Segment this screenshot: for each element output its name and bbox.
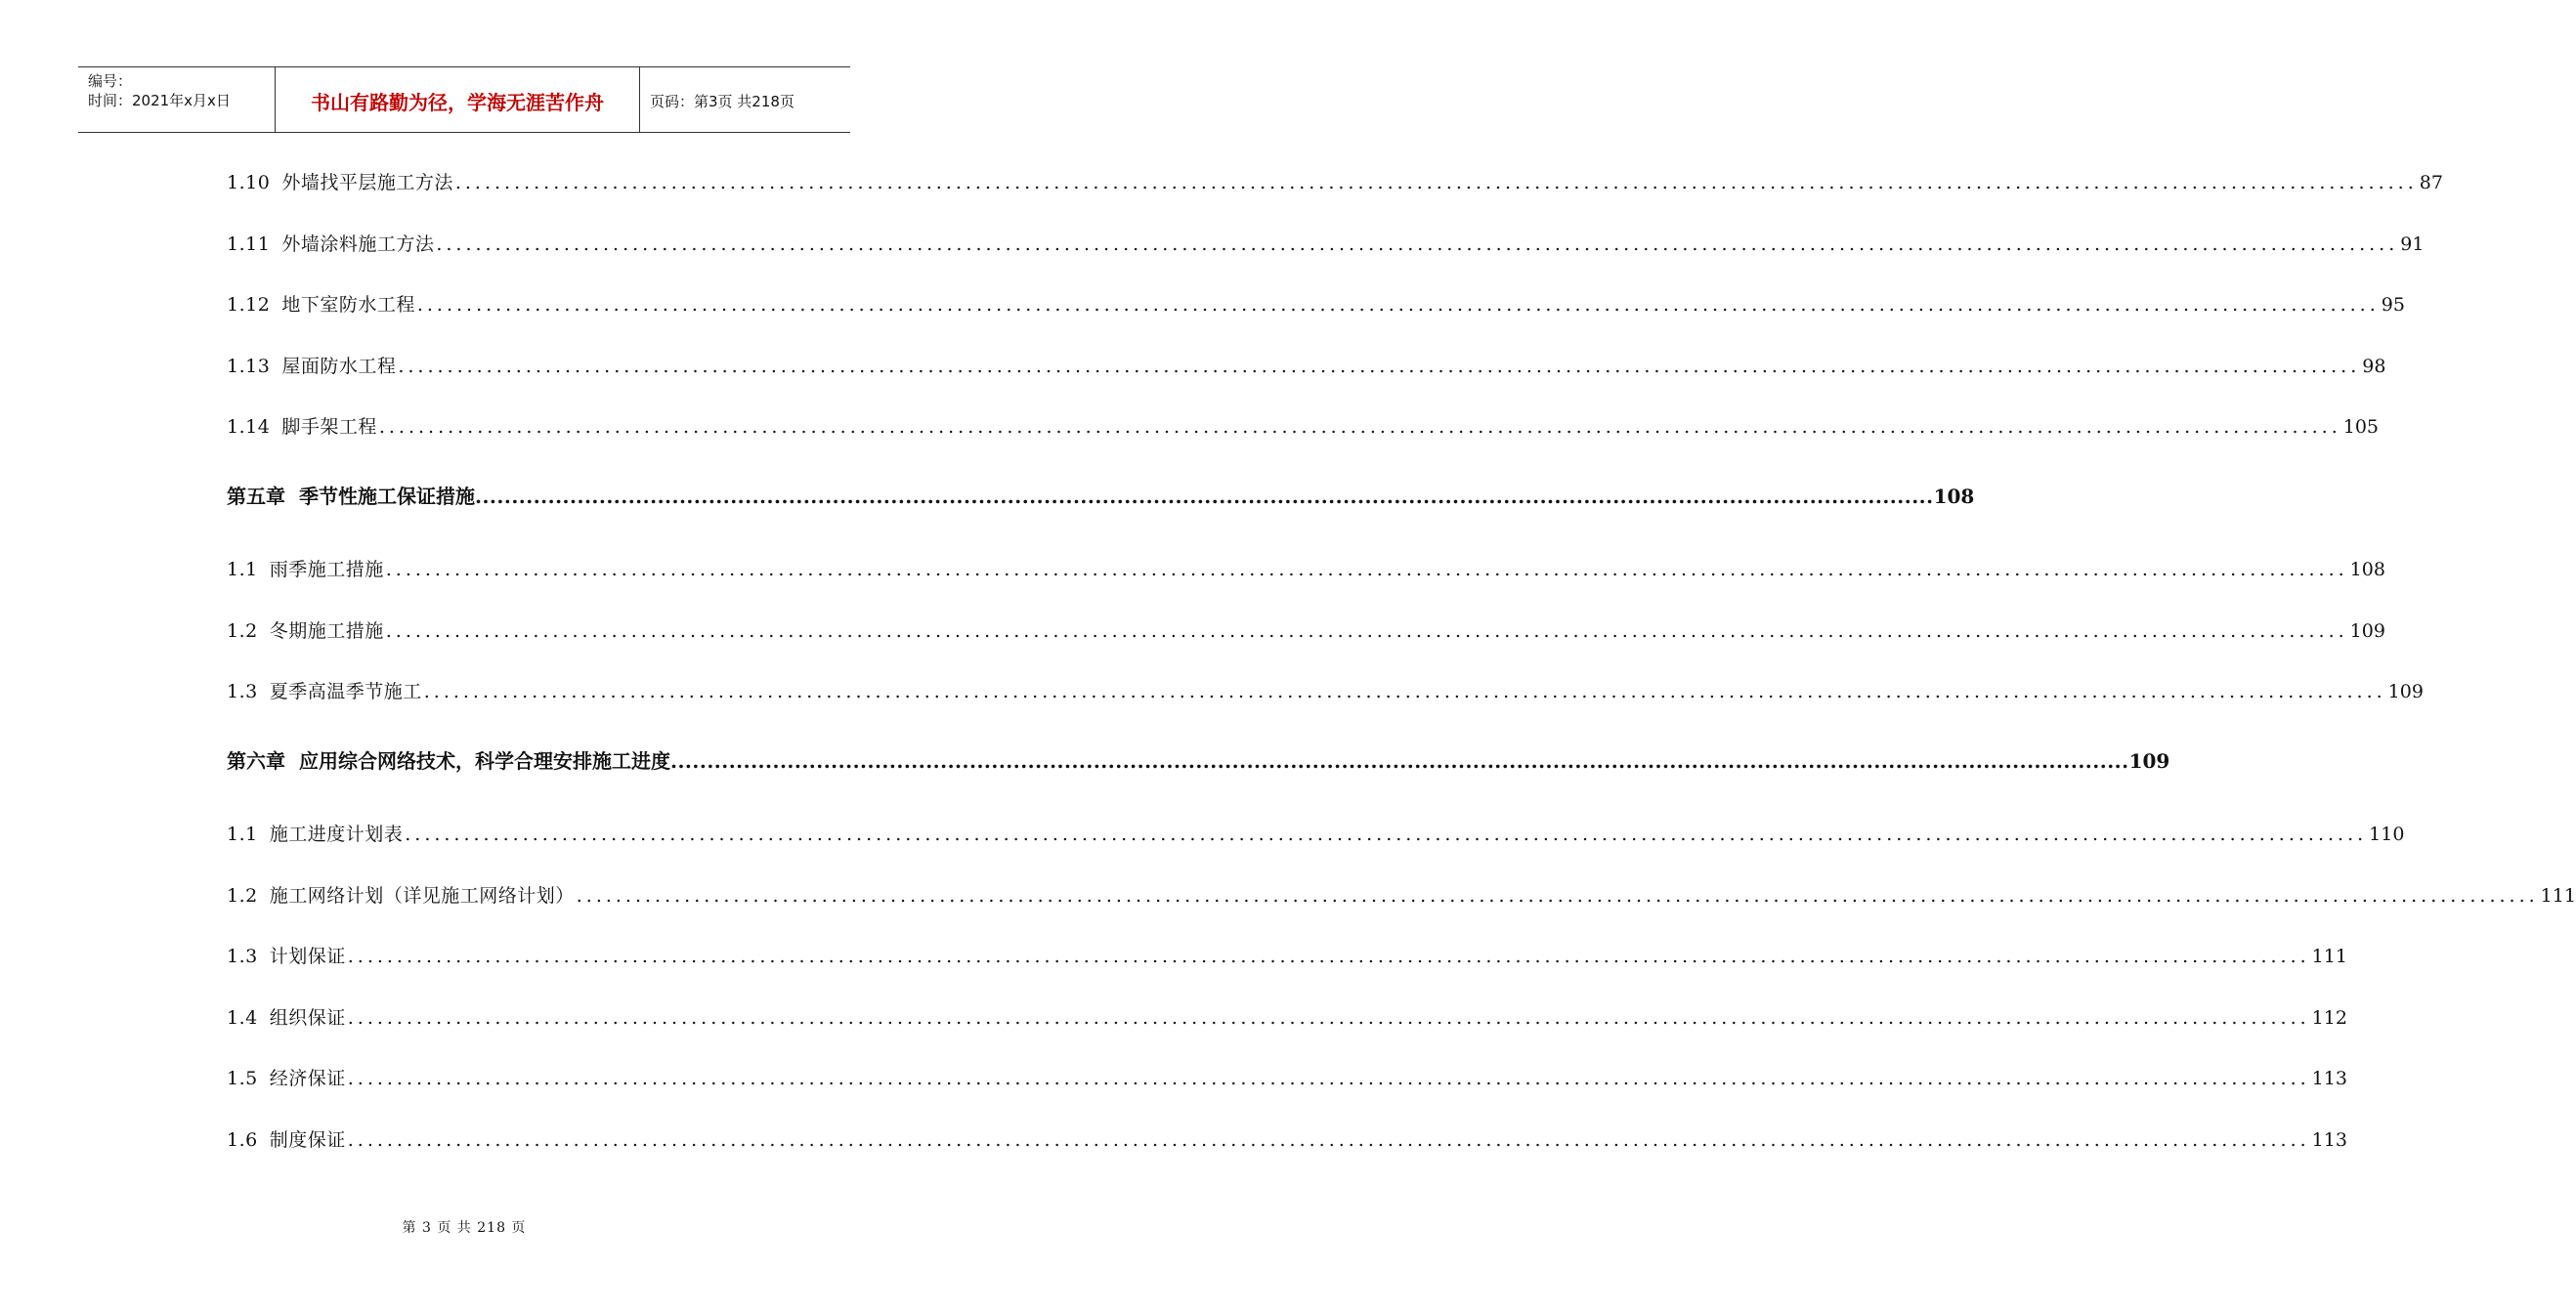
toc-entry-number: 第六章 bbox=[227, 749, 285, 773]
toc-entry-row[interactable] bbox=[227, 820, 2405, 846]
toc-entry-title: 外墙涂料施工方法 bbox=[281, 233, 435, 255]
toc-entry-title: 经济保证 bbox=[269, 1068, 346, 1089]
toc-leader-dots: ........................................................................................................................................................................................................ bbox=[385, 559, 2348, 580]
toc-entry-page: 111 bbox=[2311, 946, 2347, 967]
page-footer: 第 3 页 共 218 页 bbox=[402, 1220, 527, 1236]
page-header bbox=[78, 66, 850, 133]
toc-entry-number: 1.5 bbox=[227, 1068, 258, 1089]
toc-entry-page: 108 bbox=[1933, 485, 1975, 508]
toc-chapter-row[interactable] bbox=[227, 745, 2170, 774]
toc-leader-dots: ........................................................................................................................................................................................................ bbox=[670, 749, 2129, 773]
toc-entry-title: 施工网络计划（详见施工网络计划） bbox=[269, 885, 575, 907]
toc-entry-number: 1.6 bbox=[227, 1129, 258, 1151]
header-page-info: 页码：第3页 共218页 bbox=[650, 92, 794, 110]
toc-entry-page: 109 bbox=[2387, 681, 2424, 702]
header-meta bbox=[78, 67, 276, 132]
toc-entry-row[interactable] bbox=[227, 616, 2385, 643]
toc-leader-dots: ........................................................................................................................................................................................................ bbox=[385, 620, 2348, 642]
toc-leader-dots: ........................................................................................................................................................................................................ bbox=[576, 885, 2539, 907]
toc-leader-dots: ........................................................................................................................................................................................................ bbox=[454, 172, 2418, 193]
toc-entry-number: 1.10 bbox=[227, 172, 271, 193]
toc-entry-page: 105 bbox=[2342, 416, 2380, 438]
toc-entry-row[interactable] bbox=[227, 1003, 2347, 1030]
toc-entry-number: 1.3 bbox=[227, 681, 258, 702]
toc-leader-dots: ........................................................................................................................................................................................................ bbox=[405, 824, 2368, 845]
toc-entry-row[interactable] bbox=[227, 881, 2576, 908]
toc-entry-page: 109 bbox=[2349, 620, 2385, 642]
toc-entry-page: 113 bbox=[2311, 1068, 2347, 1089]
toc-entry-number: 1.3 bbox=[227, 946, 258, 967]
toc-entry-number: 1.2 bbox=[227, 885, 258, 907]
toc-entry-title: 应用综合网络技术，科学合理安排施工进度 bbox=[299, 749, 670, 773]
toc-entry-number: 1.1 bbox=[227, 824, 258, 845]
header-motto: 书山有路勤为径，学海无涯苦作舟 bbox=[276, 67, 640, 132]
toc-entry-title: 计划保证 bbox=[269, 946, 346, 967]
toc-entry-row[interactable] bbox=[227, 412, 2380, 439]
toc-entry-row[interactable] bbox=[227, 677, 2424, 703]
toc-entry-number: 1.12 bbox=[227, 294, 271, 316]
toc-leader-dots: ........................................................................................................................................................................................................ bbox=[475, 485, 1934, 508]
toc-leader-dots: ........................................................................................................................................................................................................ bbox=[347, 1007, 2310, 1029]
toc-leader-dots: ........................................................................................................................................................................................................ bbox=[347, 1129, 2310, 1151]
toc-entry-row[interactable] bbox=[227, 942, 2347, 968]
toc-entry-row[interactable] bbox=[227, 1125, 2347, 1152]
toc-leader-dots: ........................................................................................................................................................................................................ bbox=[423, 681, 2386, 702]
toc-entry-row[interactable] bbox=[227, 555, 2385, 581]
toc-entry-number: 1.1 bbox=[227, 559, 258, 580]
toc-entry-number: 1.11 bbox=[227, 233, 271, 255]
toc-entry-page: 111 bbox=[2540, 885, 2576, 907]
toc-entry-row[interactable] bbox=[227, 168, 2443, 194]
toc-entry-page: 87 bbox=[2419, 172, 2443, 193]
toc-entry-number: 1.2 bbox=[227, 620, 258, 642]
toc-entry-title: 脚手架工程 bbox=[281, 416, 377, 438]
toc-entry-title: 制度保证 bbox=[269, 1129, 346, 1151]
toc-leader-dots: ........................................................................................................................................................................................................ bbox=[398, 356, 2361, 377]
toc-leader-dots: ........................................................................................................................................................................................................ bbox=[347, 1068, 2310, 1089]
toc-entry-page: 91 bbox=[2400, 233, 2425, 255]
toc-entry-number: 第五章 bbox=[227, 485, 285, 508]
toc-entry-title: 地下室防水工程 bbox=[281, 294, 415, 316]
toc-entry-page: 112 bbox=[2311, 1007, 2347, 1029]
toc-entry-number: 1.13 bbox=[227, 356, 271, 377]
toc-entry-title: 雨季施工措施 bbox=[269, 559, 384, 580]
toc-entry-title: 季节性施工保证措施 bbox=[299, 485, 475, 508]
toc-entry-title: 组织保证 bbox=[269, 1007, 346, 1029]
toc-leader-dots: ........................................................................................................................................................................................................ bbox=[436, 233, 2399, 255]
toc-entry-row[interactable] bbox=[227, 1064, 2347, 1090]
header-number-label: 编号： bbox=[88, 72, 133, 90]
toc-leader-dots: ........................................................................................................................................................................................................ bbox=[378, 416, 2341, 438]
toc-entry-title: 冬期施工措施 bbox=[269, 620, 384, 642]
toc-entry-row[interactable] bbox=[227, 352, 2386, 378]
toc-entry-page: 108 bbox=[2349, 559, 2385, 580]
toc-entry-page: 95 bbox=[2381, 294, 2405, 316]
toc-entry-row[interactable] bbox=[227, 230, 2425, 256]
toc-entry-title: 屋面防水工程 bbox=[281, 356, 397, 377]
header-time-label: 时间：2021年x月x日 bbox=[88, 92, 231, 109]
toc-entry-page: 98 bbox=[2362, 356, 2386, 377]
toc-entry-title: 夏季高温季节施工 bbox=[269, 681, 422, 702]
toc-entry-title: 施工进度计划表 bbox=[269, 824, 404, 845]
toc-entry-page: 110 bbox=[2369, 824, 2405, 845]
toc-entry-row[interactable] bbox=[227, 290, 2405, 317]
toc-entry-number: 1.14 bbox=[227, 416, 271, 438]
toc-entry-page: 109 bbox=[2128, 749, 2170, 773]
toc-entry-page: 113 bbox=[2311, 1129, 2347, 1151]
toc-chapter-row[interactable] bbox=[227, 481, 1975, 509]
toc-entry-title: 外墙找平层施工方法 bbox=[281, 172, 453, 193]
toc-leader-dots: ........................................................................................................................................................................................................ bbox=[347, 946, 2310, 967]
toc-leader-dots: ........................................................................................................................................................................................................ bbox=[416, 294, 2380, 316]
toc-entry-number: 1.4 bbox=[227, 1007, 258, 1029]
